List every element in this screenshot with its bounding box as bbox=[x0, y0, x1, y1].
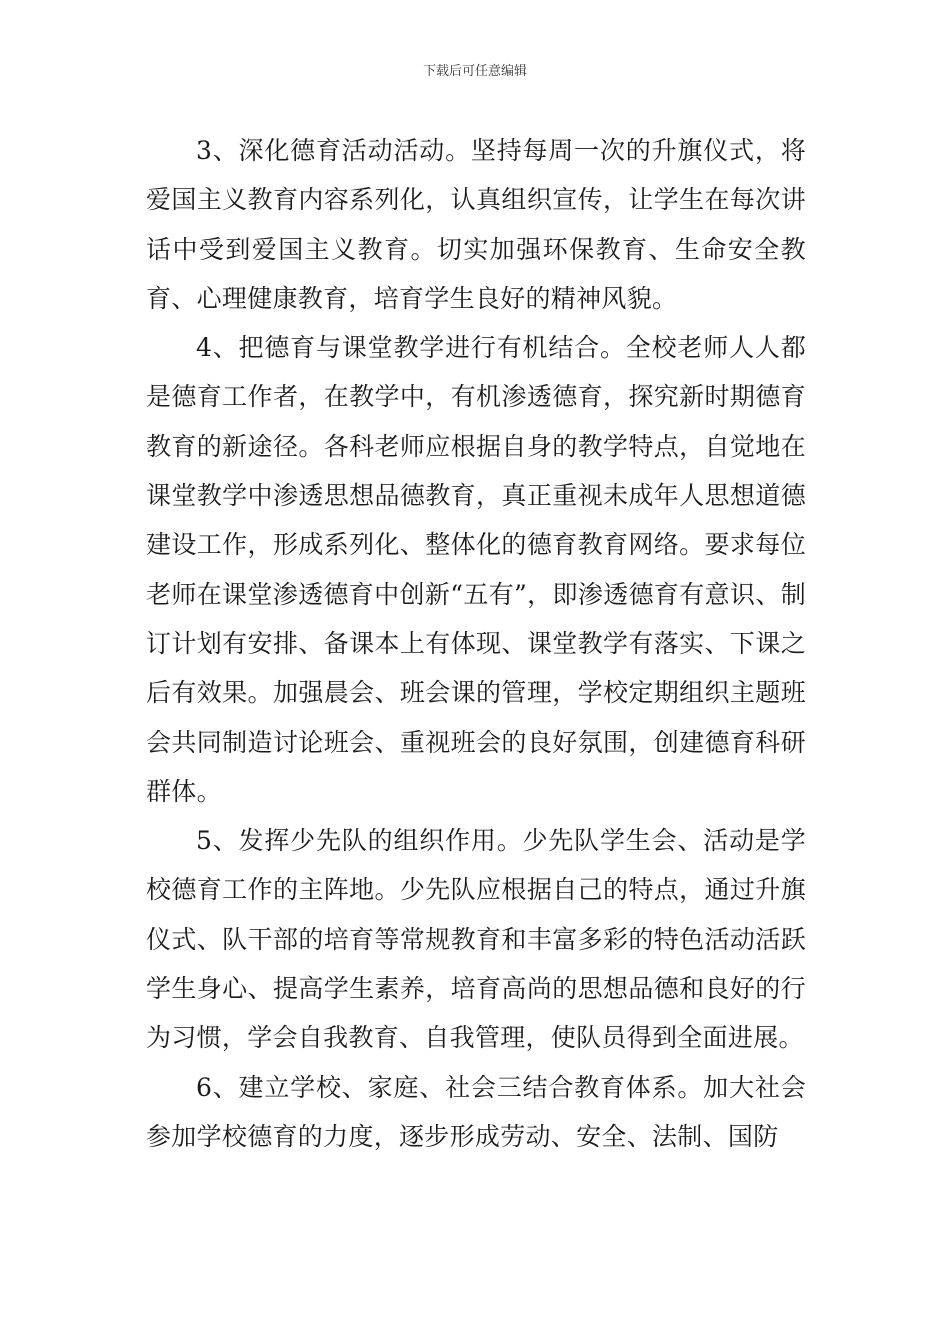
paragraph-item-3: 3、深化德育活动活动。坚持每周一次的升旗仪式，将爱国主义教育内容系列化，认真组织宣传，让学生在每次讲话中受到爱国主义教育。切实加强环保教育、生命安全教育、心理健康教育，培育学生良好的精神风貌。 bbox=[146, 136, 806, 313]
paragraph-item-6: 6、建立学校、家庭、社会三结合教育体系。加大社会参加学校德育的力度，逐步形成劳动、安全、法制、国防 bbox=[146, 1072, 806, 1151]
paragraph-item-5: 5、发挥少先队的组织作用。少先队学生会、活动是学校德育工作的主阵地。少先队应根据自己的特点，通过升旗仪式、队干部的培育等常规教育和丰富多彩的特色活动活跃学生身心、提高学生素养，培育高尚的思想品德和良好的行为习惯，学会自我教育、自我管理，使队员得到全面进展。 bbox=[146, 826, 806, 1053]
page-header-note: 下载后可任意编辑 bbox=[422, 64, 527, 79]
document-body bbox=[146, 126, 806, 1161]
paragraph-item-4: 4、把德育与课堂教学进行有机结合。全校老师人人都是德育工作者，在教学中，有机渗透德育，探究新时期德育教育的新途径。各科老师应根据自身的教学特点，自觉地在课堂教学中渗透思想品德教育，真正重视未成年人思想道德建设工作，形成系列化、整体化的德育教育网络。要求每位老师在课堂渗透德育中创新“五有”，即渗透德育有意识、制订计划有安排、备课本上有体现、课堂教学有落实、下课之后有效果。加强晨会、班会课的管理，学校定期组织主题班会共同制造讨论班会、重视班会的良好氛围，创建德育科研群体。 bbox=[146, 333, 806, 806]
